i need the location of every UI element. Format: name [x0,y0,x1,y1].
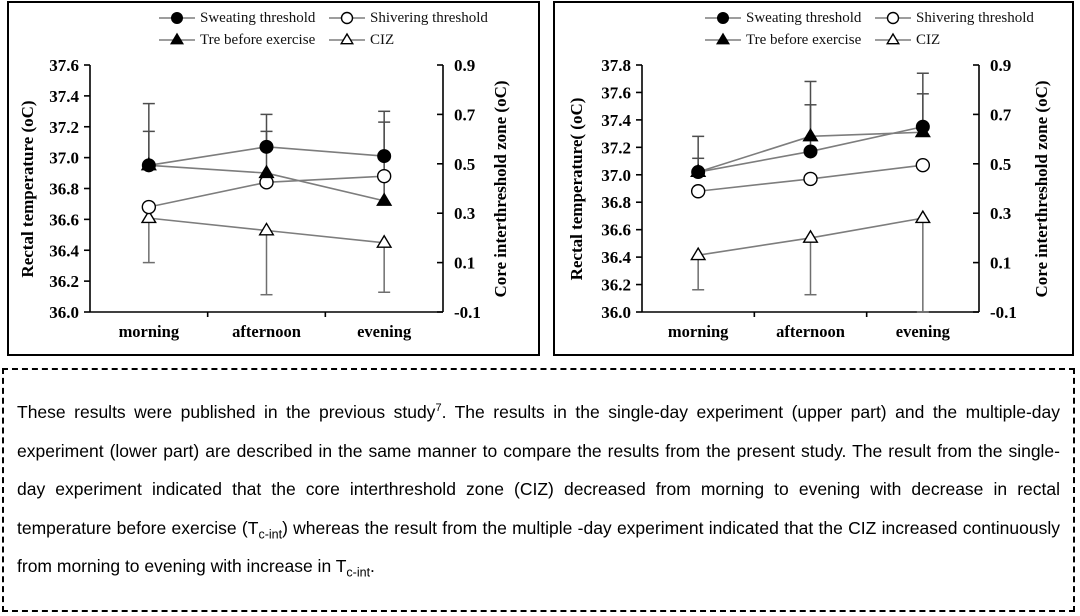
legend-item-sweating-threshold [705,7,875,29]
legend-item-sweating-threshold [159,7,329,29]
left-tick-label: 36.4 [601,248,631,268]
legend-label: CIZ [916,31,941,48]
circle-filled-legend-icon [705,10,741,26]
circle-open-legend-icon [875,10,911,26]
left-tick-label: 37.4 [601,110,631,130]
caption-segment: These results were published in the previous study [17,402,436,422]
left-tick-label: 36.8 [601,193,631,213]
legend-item-tre-before-exercise [705,29,875,51]
category-label: evening [357,322,412,341]
marker-sweating-threshold [692,166,705,179]
right-axis-title: Core interthreshold zone (oC) [1032,80,1051,298]
right-tick-label: -0.1 [990,303,1017,322]
legend-item-tre-before-exercise [159,29,329,51]
error-bars [692,73,929,312]
triangle-filled-icon [171,34,183,44]
axes [636,65,979,317]
marker-shivering-threshold [142,201,155,214]
left-axis-title: Rectal temperature( (oC) [567,97,586,281]
chart-panel-single-day [7,1,540,356]
legend-label: Sweating threshold [200,9,316,26]
triangle-open-icon [341,34,353,44]
legend-label: Tre before exercise [200,31,316,48]
right-tick-label: 0.5 [454,154,476,174]
multiple-day-chart-plot [555,3,1072,354]
marker-tre-before-exercise [260,166,274,177]
left-tick-label: 36.6 [601,220,631,240]
marker-shivering-threshold [916,159,929,172]
legend-label: Sweating threshold [746,9,862,26]
right-tick-label: 0.3 [454,204,476,224]
left-axis-title: Rectal temperature (oC) [18,100,37,278]
circle-open-icon [888,13,899,24]
triangle-open-legend-icon [329,32,365,48]
marker-sweating-threshold [142,159,155,172]
caption-text [17,402,1060,580]
caption-segment: . The results in the single-day experiment (upper part) and the multiple-day experiment (lower part) are described in the same manner to compare the results from the present study. The result from the single-day experiment indicated that the core interthreshold zone (CIZ) decreased from morning to evening with decrease in rectal temperature before exercise (T [17,402,1060,538]
caption-segment: c-int [346,565,371,580]
marker-shivering-threshold [804,172,817,185]
legend-item-shivering-threshold [329,7,488,29]
left-tick-label: 37.2 [49,117,79,137]
series-markers [691,120,929,259]
right-tick-label: -0.1 [454,303,481,322]
right-tick-label: 0.3 [990,204,1012,224]
marker-sweating-threshold [260,140,273,153]
circle-open-icon [342,13,353,24]
axis-labels [49,56,481,341]
marker-sweating-threshold [804,145,817,158]
category-label: afternoon [776,322,845,341]
left-tick-label: 36.2 [49,272,79,292]
caption-segment: c-int [258,527,283,541]
caption-box [2,368,1075,612]
caption-segment: . [370,556,375,576]
triangle-filled-legend-icon [159,32,195,48]
right-tick-label: 0.5 [990,154,1012,174]
triangle-filled-icon [717,34,729,44]
caption-segment: 7 [435,402,442,415]
marker-sweating-threshold [378,150,391,163]
legend-label: Tre before exercise [746,31,862,48]
circle-filled-legend-icon [159,10,195,26]
triangle-open-legend-icon [875,32,911,48]
marker-shivering-threshold [378,170,391,183]
axis-labels [601,56,1017,341]
left-tick-label: 36.6 [49,210,79,230]
circle-filled-icon [718,13,729,24]
right-tick-label: 0.7 [990,105,1012,125]
chart-panel-multiple-day [553,1,1074,356]
triangle-open-icon [887,34,899,44]
legend-label: Shivering threshold [916,9,1034,26]
chart-legend [159,7,488,51]
right-tick-label: 0.9 [454,56,476,75]
category-label: evening [895,322,950,341]
left-tick-label: 37.0 [49,148,79,168]
category-label: morning [118,322,180,341]
marker-ciz [377,236,391,247]
left-tick-label: 37.6 [49,56,79,75]
left-tick-label: 36.4 [49,241,79,261]
marker-shivering-threshold [692,185,705,198]
single-day-chart-plot [9,3,538,354]
triangle-filled-legend-icon [705,32,741,48]
marker-ciz [916,211,930,222]
legend-item-ciz [875,29,1034,51]
left-tick-label: 36.2 [601,275,631,295]
marker-tre-before-exercise [804,129,818,140]
circle-filled-icon [172,13,183,24]
legend-item-ciz [329,29,488,51]
chart-legend [705,7,1034,51]
left-tick-label: 36.0 [601,303,631,322]
left-tick-label: 36.8 [49,179,79,199]
left-tick-label: 37.2 [601,138,631,158]
marker-ciz [260,223,274,234]
caption-segment: ) whereas the result from the multiple -day experiment indicated that the CIZ increased continuously from morning to evening with increase in T [17,517,1060,576]
legend-item-shivering-threshold [875,7,1034,29]
circle-open-legend-icon [329,10,365,26]
right-tick-label: 0.7 [454,105,476,125]
axes [84,65,443,317]
right-tick-label: 0.1 [454,253,476,273]
left-tick-label: 37.0 [601,165,631,185]
left-tick-label: 37.6 [601,83,631,103]
left-tick-label: 37.8 [601,56,631,75]
category-label: afternoon [232,322,301,341]
right-axis-title: Core interthreshold zone (oC) [491,80,510,298]
left-tick-label: 36.0 [49,303,79,322]
legend-label: CIZ [370,31,395,48]
marker-sweating-threshold [916,120,929,133]
category-label: morning [667,322,729,341]
left-tick-label: 37.4 [49,86,79,106]
right-tick-label: 0.9 [990,56,1012,75]
right-tick-label: 0.1 [990,253,1012,273]
legend-label: Shivering threshold [370,9,488,26]
error-bars [143,104,390,295]
